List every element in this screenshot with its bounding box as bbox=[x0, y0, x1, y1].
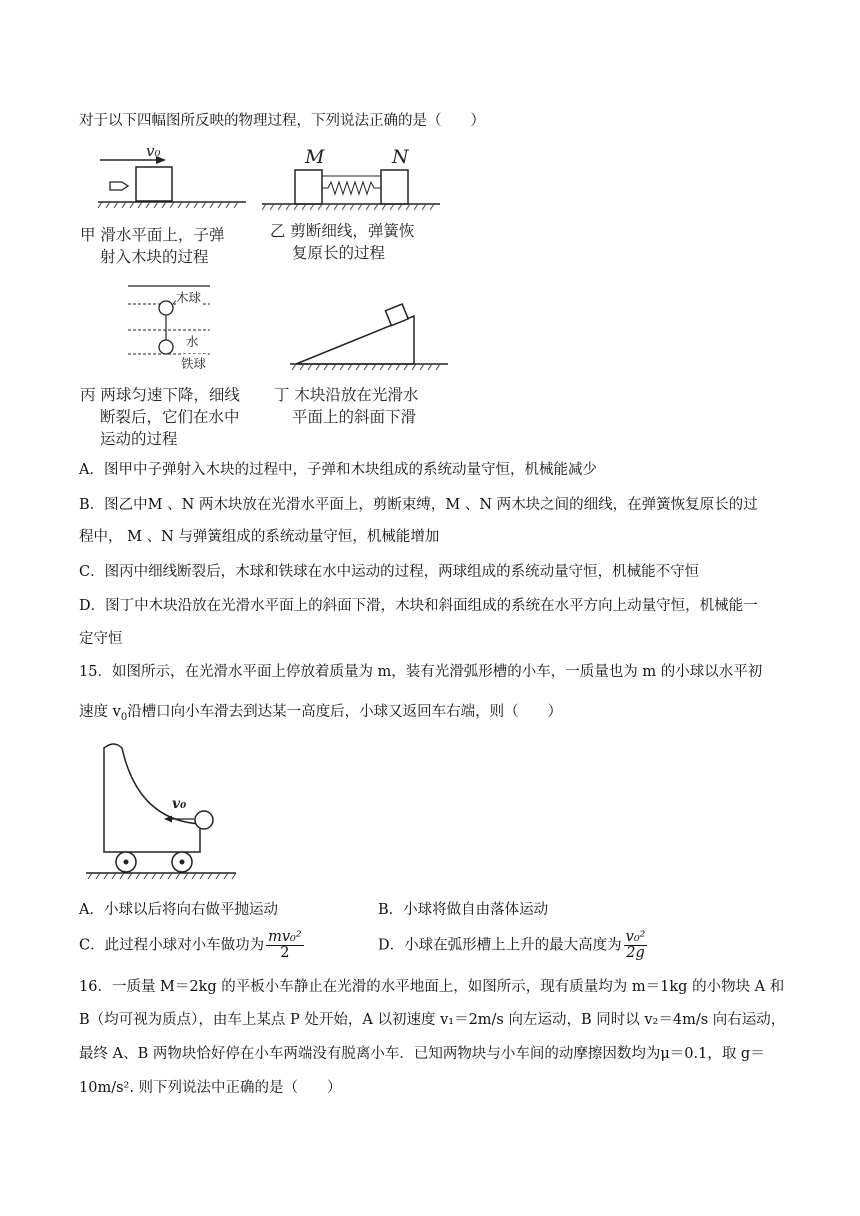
figure-bing-caption-1: 丙 两球匀速下降，细线 bbox=[80, 386, 240, 404]
q15-option-d-numerator: v₀² bbox=[625, 929, 646, 945]
q15-stem-line-2 bbox=[79, 702, 562, 728]
figure-bing-caption-2: 断裂后，它们在水中 bbox=[100, 408, 240, 426]
q14-option-a: A．图甲中子弹射入木块的过程中，子弹和木块组成的系统动量守恒，机械能减少 bbox=[79, 462, 597, 478]
figure-jia bbox=[98, 142, 248, 212]
q14-option-b-line-1: B．图乙中M 、N 两木块放在光滑水平面上，剪断束缚，M 、N 两木块之间的细线，在弹簧恢复原长的过 bbox=[79, 497, 758, 513]
q15-option-c-denominator: 2 bbox=[280, 945, 290, 961]
q14-stem: 对于以下四幅图所反映的物理过程，下列说法正确的是（ ） bbox=[79, 113, 485, 129]
q15-option-c-numerator: mv₀² bbox=[268, 929, 302, 945]
q14-option-b-line-2: 程中， M 、N 与弹簧组成的系统动量守恒，机械能增加 bbox=[79, 529, 440, 545]
q15-option-b: B．小球将做自由落体运动 bbox=[378, 902, 549, 918]
q15-option-c-text: C．此过程小球对小车做功为 bbox=[79, 937, 265, 954]
q15-stem-post: 沿槽口向小车滑去到达某一高度后，小球又返回车右端，则（ ） bbox=[127, 704, 563, 720]
figure-yi bbox=[262, 146, 442, 212]
q15-stem-line-1: 15．如图所示，在光滑水平面上停放着质量为 m，装有光滑弧形槽的小车，一质量也为 m 的小球以水平初 bbox=[79, 664, 763, 680]
figure-ding bbox=[290, 296, 450, 370]
figure-jia-caption-2: 射入木块的过程 bbox=[100, 248, 209, 266]
q16-line-3: 最终 A、B 两物块恰好停在小车两端没有脱离小车．已知两物块与小车间的动摩擦因数均为μ＝0.1，取 g＝ bbox=[79, 1046, 765, 1062]
q16-line-4: 10m/s². 则下列说法中正确的是（ ） bbox=[79, 1080, 342, 1096]
figure-ding-drawing bbox=[290, 296, 450, 370]
q14-option-d-line-2: 定守恒 bbox=[79, 631, 123, 647]
figure-ding-caption-2: 平面上的斜面下滑 bbox=[292, 408, 417, 426]
m-block-label: M bbox=[305, 146, 325, 168]
figure-yi-caption-1: 乙 剪断细线，弹簧恢 bbox=[270, 222, 415, 240]
water-label: 水 bbox=[186, 334, 199, 349]
q15-stem-sub: 0 bbox=[120, 711, 128, 723]
figure-jia-caption-1: 甲 滑水平面上，子弹 bbox=[80, 226, 225, 244]
q15-stem-pre: 速度 v bbox=[79, 704, 121, 720]
q15-cart-figure bbox=[86, 740, 246, 884]
q15-v0-label: v₀ bbox=[172, 796, 187, 812]
q16-line-2: B（均可视为质点），由车上某点 P 处开始，A 以初速度 v₁＝2m/s 向左运动，B 同时以 v₂＝4m/s 向右运动， bbox=[79, 1012, 786, 1028]
q15-option-d-text: D．小球在弧形槽上上升的最大高度为 bbox=[378, 937, 622, 954]
q15-option-a: A．小球以后将向右做平抛运动 bbox=[79, 902, 278, 918]
figure-jia-drawing bbox=[98, 142, 248, 212]
figure-yi-caption-2: 复原长的过程 bbox=[292, 244, 386, 262]
figure-yi-drawing bbox=[262, 146, 442, 212]
n-block-label: N bbox=[392, 146, 409, 168]
q15-option-d bbox=[378, 930, 649, 961]
iron-ball-label: 铁球 bbox=[181, 356, 207, 371]
q15-option-c bbox=[79, 930, 306, 961]
q15-option-d-fraction bbox=[624, 930, 648, 961]
q15-cart-drawing bbox=[86, 740, 246, 884]
q14-option-d-line-1: D．图丁中木块沿放在光滑水平面上的斜面下滑，木块和斜面组成的系统在水平方向上动量守恒，机械能一 bbox=[79, 598, 758, 614]
figure-bing-caption-3: 运动的过程 bbox=[100, 430, 178, 448]
q16-line-1: 16．一质量 M＝2kg 的平板小车静止在光滑的水平地面上，如图所示，现有质量均为 m＝1kg 的小物块 A 和 bbox=[79, 979, 785, 995]
figure-bing bbox=[126, 282, 226, 372]
v0-label: v₀ bbox=[146, 142, 161, 160]
wood-ball-label: 木球 bbox=[176, 290, 202, 305]
q15-option-c-fraction bbox=[266, 930, 304, 961]
q14-option-c: C．图丙中细线断裂后，木球和铁球在水中运动的过程，两球组成的系统动量守恒，机械能不守恒 bbox=[79, 564, 700, 580]
figure-ding-caption-1: 丁 木块沿放在光滑水 bbox=[274, 386, 419, 404]
q15-option-d-denominator: 2g bbox=[626, 945, 645, 961]
